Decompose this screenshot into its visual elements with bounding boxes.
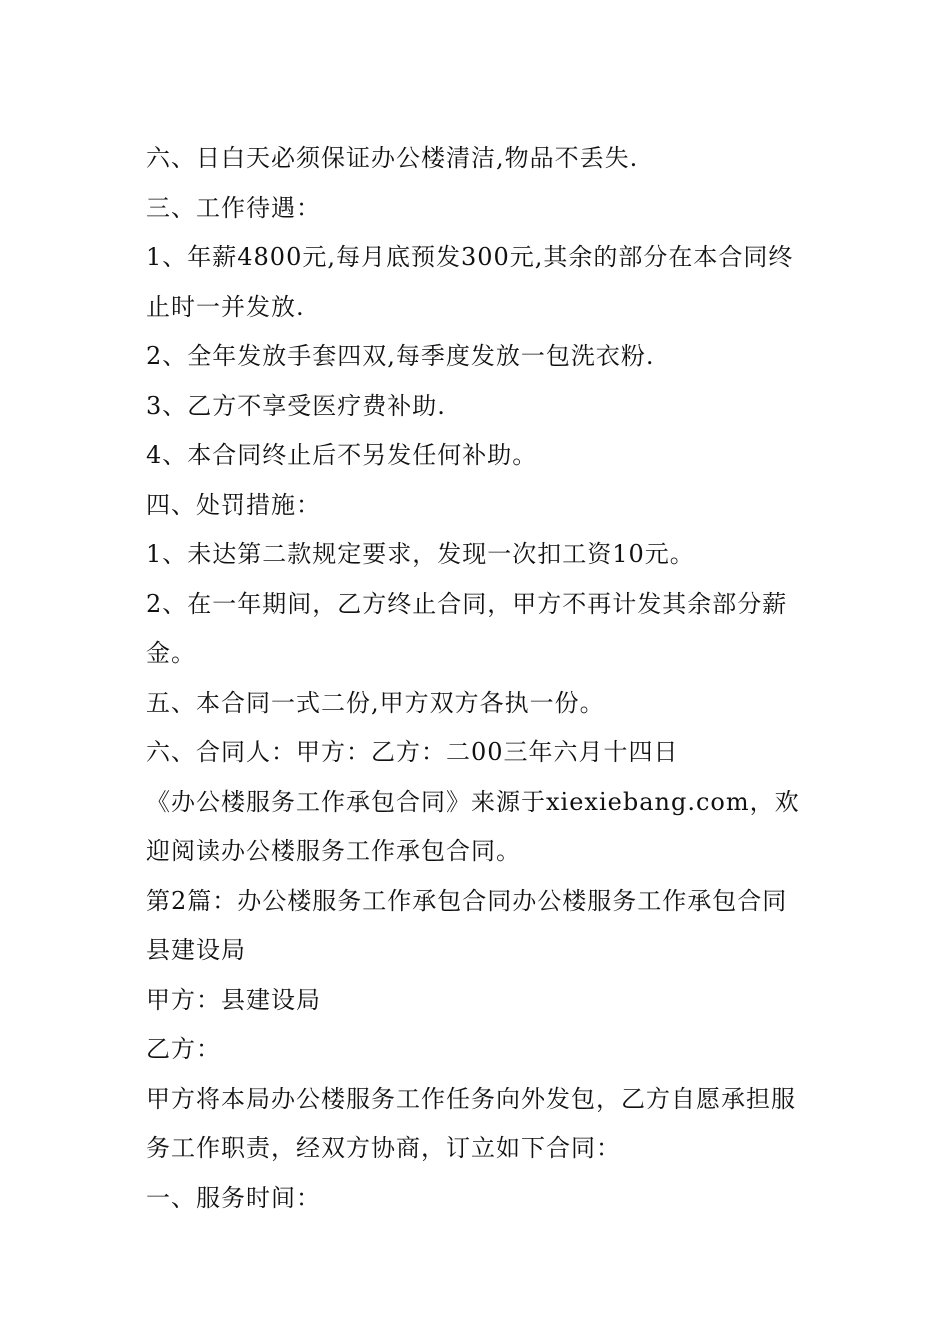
paragraph-gloves-detergent: 2、全年发放手套四双,每季度发放一包洗衣粉. — [146, 342, 655, 370]
heading-work-benefits: 三、工作待遇： — [146, 193, 321, 222]
paragraph-daytime-cleaning: 六、日白天必须保证办公楼清洁,物品不丢失. — [146, 144, 639, 172]
heading-penalties: 四、处罚措施： — [146, 490, 321, 519]
paragraph-annual-salary: 1、年薪4800元,每月底预发300元,其余的部分在本合同终止时一并发放. — [146, 243, 794, 321]
paragraph-penalty-deduction: 1、未达第二款规定要求，发现一次扣工资10元。 — [146, 540, 695, 568]
heading-service-time: 一、服务时间： — [146, 1183, 321, 1212]
paragraph-contract-intro: 甲方将本局办公楼服务工作任务向外发包，乙方自愿承担服务工作职责，经双方协商，订立如下合同： — [146, 1084, 796, 1162]
document-body — [146, 134, 810, 1223]
paragraph-no-medical-subsidy: 3、乙方不享受医疗费补助. — [146, 391, 446, 420]
paragraph-contract-copies: 五、本合同一式二份,甲方双方各执一份。 — [146, 688, 605, 717]
paragraph-source-note: 《办公楼服务工作承包合同》来源于xiexiebang.com，欢迎阅读办公楼服务工作承包合同。 — [146, 787, 800, 865]
paragraph-penalty-termination: 2、在一年期间，乙方终止合同，甲方不再计发其余部分薪金。 — [146, 589, 788, 667]
paragraph-signatories-date: 六、合同人：甲方：乙方：二00三年六月十四日 — [146, 738, 679, 766]
paragraph-no-other-subsidy: 4、本合同终止后不另发任何补助。 — [146, 441, 538, 469]
paragraph-party-b: 乙方： — [146, 1035, 221, 1063]
paragraph-party-a: 甲方：县建设局 — [146, 985, 321, 1014]
heading-article-2: 第2篇：办公楼服务工作承包合同办公楼服务工作承包合同县建设局 — [146, 886, 788, 964]
